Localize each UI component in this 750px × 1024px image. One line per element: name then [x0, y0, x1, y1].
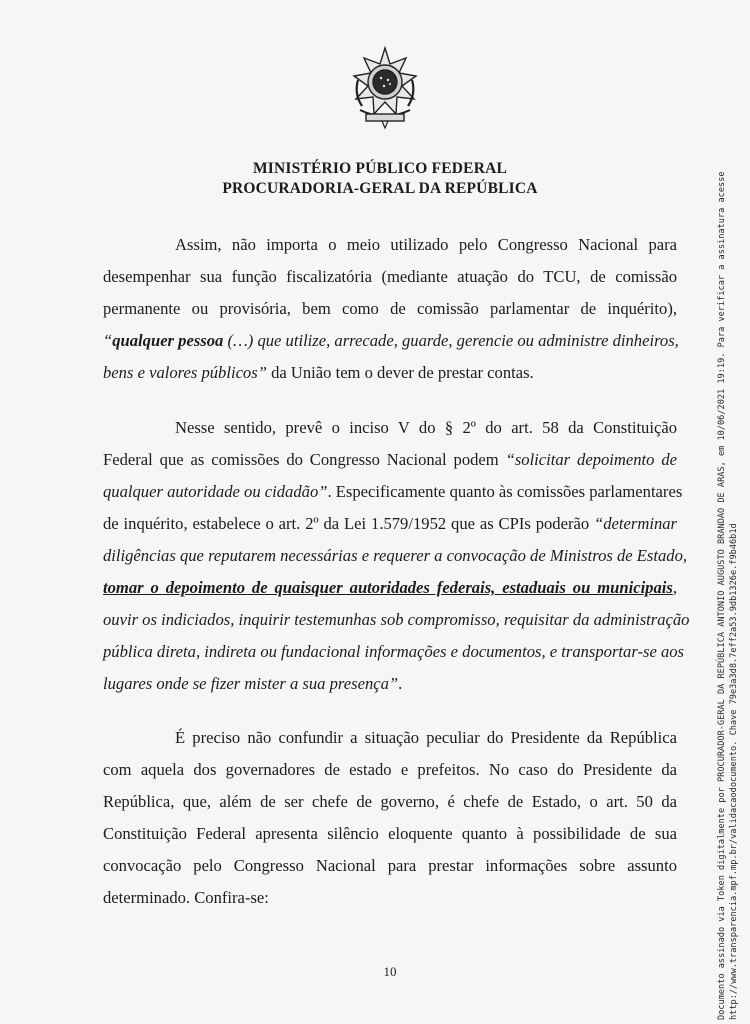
paragraph-2-line: [103, 476, 683, 508]
italic-quote: lugares onde se fizer mister a sua presença”: [103, 674, 399, 693]
italic-quote: bens e valores públicos”: [103, 363, 267, 382]
quote-mark: “: [103, 331, 113, 350]
paragraph-1-line: [103, 357, 677, 389]
paragraph-2-line: [103, 572, 677, 604]
underlined-phrase: tomar o depoimento de quaisquer autoridades federais, estaduais ou municipais: [103, 578, 673, 597]
paragraph-2-line: [103, 444, 677, 476]
paragraph-3: [103, 722, 677, 914]
italic-quote: “determinar: [594, 514, 677, 533]
italic-quote: “solicitar depoimento de: [505, 450, 677, 469]
paragraph-2: [103, 412, 690, 700]
plain-text: de inquérito, estabelece o art. 2º da Lei 1.579/1952 que as CPIs poderão: [103, 514, 595, 533]
paragraph-1-line: Assim, não importa o meio utilizado pelo Congresso Nacional para: [175, 235, 677, 254]
bold-italic-phrase: qualquer pessoa: [112, 331, 224, 350]
paragraph-2-line: Nesse sentido, prevê o inciso V do § 2º do art. 58 da Constituição: [175, 418, 677, 437]
paragraph-3-line: É preciso não confundir a situação peculiar do Presidente da República: [175, 728, 677, 747]
paragraph-3-line: Constituição Federal apresenta silêncio eloquente quanto à possibilidade de sua: [103, 824, 677, 843]
signature-line-2[interactable]: http://www.transparencia.mpf.mp.br/validacaodocumento. Chave 79e3a3d8.7eff2a53.9db1326e.f9b46b1d: [729, 523, 739, 1020]
paragraph-1: [103, 229, 677, 389]
plain-text: ,: [672, 578, 677, 597]
italic-quote: qualquer autoridade ou cidadão”: [103, 482, 328, 501]
plain-text: .: [398, 674, 403, 693]
paragraph-3-line: determinado. Confira-se:: [103, 888, 269, 907]
header-procuradoria: PROCURADORIA-GERAL DA REPÚBLICA: [222, 180, 538, 197]
paragraph-2-line: [103, 668, 677, 700]
paragraph-3-line: com aquela dos governadores de estado e prefeitos. No caso do Presidente da: [103, 760, 677, 779]
header-ministerio: MINISTÉRIO PÚBLICO FEDERAL: [252, 160, 508, 177]
paragraph-1-line: permanente ou provisória, bem como de comissão parlamentar de inquérito),: [103, 299, 677, 318]
paragraph-2-line: ouvir os indiciados, inquirir testemunhas sob compromisso, requisitar da administração: [103, 610, 690, 629]
paragraph-1-line: desempenhar sua função fiscalizatória (mediante atuação do TCU, de comissão: [103, 267, 677, 286]
brazil-coat-of-arms-icon: [344, 44, 426, 130]
paragraph-2-line: [103, 508, 677, 540]
digital-signature-stamp: [716, 10, 744, 1020]
signature-text: [716, 10, 744, 1020]
paragraph-2-line: diligências que reputarem necessárias e requerer a convocação de Ministros de Estado,: [103, 546, 688, 565]
page-number: 10: [383, 964, 397, 979]
paragraph-1-line: [103, 325, 677, 357]
italic-quote: (…) que utilize, arrecade, guarde, gerencie ou administre dinheiros,: [223, 331, 679, 350]
plain-text: da União tem o dever de prestar contas.: [266, 363, 534, 382]
plain-text: Federal que as comissões do Congresso Nacional podem: [103, 450, 506, 469]
plain-text: . Especificamente quanto às comissões parlamentares: [327, 482, 683, 501]
signature-line-1: Documento assinado via Token digitalmente por PROCURADOR-GERAL DA REPÚBLICA ANTONIO AUGUSTO BRANDAO DE ARAS, em 10/06/2021 19:19. Para verificar a assinatura acesse: [717, 171, 727, 1020]
paragraph-3-line: convocação pelo Congresso Nacional para prestar informações sobre assunto: [103, 856, 677, 875]
paragraph-2-line: pública direta, indireta ou fundacional informações e documentos, e transportar-se aos: [103, 642, 685, 661]
paragraph-3-line: República, que, além de ser chefe de governo, é chefe de Estado, o art. 50 da: [103, 792, 677, 811]
